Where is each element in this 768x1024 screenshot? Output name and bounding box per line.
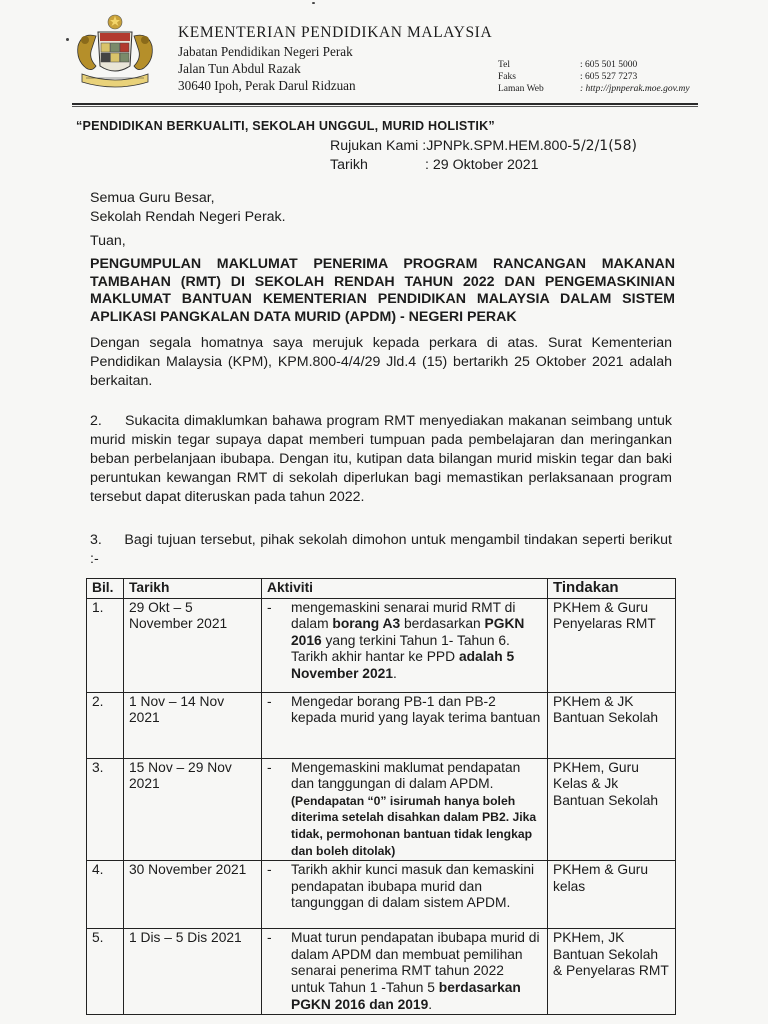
activity-bold: PGKN 2016 <box>291 616 525 648</box>
row-action: PKHem & JK Bantuan Sekolah <box>548 692 676 758</box>
row-number: 5. <box>87 929 124 1015</box>
contact-block <box>498 59 690 96</box>
activity-text: Mengedar borang PB-1 dan PB-2 kepada murid yang layak terima bantuan <box>291 693 541 726</box>
activity-text <box>291 760 541 860</box>
activity-part: berdasarkan <box>400 616 485 632</box>
contact-label: Laman Web <box>498 84 544 95</box>
table-row <box>87 929 676 1015</box>
reference-number: JPNPk.SPM.HEM.800- <box>426 138 573 154</box>
contact-label: Faks <box>498 72 516 83</box>
activity-note: (Pendapatan “0” isirumah hanya boleh diterima setelah disahkan dalam PB2. Jika tidak, permohonan bantuan tidak lengkap dan boleh ditolak) <box>291 793 537 858</box>
row-number: 4. <box>87 861 124 929</box>
contact-value: : 605 527 7273 <box>580 72 638 83</box>
contact-web <box>498 83 690 95</box>
addressee-line-2: Sekolah Rendah Negeri Perak. <box>90 209 286 225</box>
scan-speck <box>66 38 69 41</box>
action-table <box>86 578 676 1015</box>
reference-row <box>330 137 637 156</box>
table-row <box>87 758 676 861</box>
dash-marker: - <box>267 759 272 775</box>
header-aktiviti: Aktiviti <box>262 579 548 599</box>
addressee-line-1: Semua Guru Besar, <box>90 190 215 206</box>
row-activity <box>262 598 548 692</box>
activity-text <box>291 930 541 1013</box>
contact-fax <box>498 71 690 83</box>
header-divider-thin <box>72 106 698 107</box>
coat-of-arms-icon <box>68 12 162 94</box>
dash-marker: - <box>267 693 272 709</box>
table-row <box>87 598 676 692</box>
row-activity <box>262 758 548 861</box>
motto: “PENDIDIKAN BERKUALITI, SEKOLAH UNGGUL, MURID HOLISTIK” <box>76 119 495 133</box>
activity-part: yang terkini Tahun 1- Tahun 6. Tarikh akhir hantar ke PPD <box>291 632 510 665</box>
table-row <box>87 692 676 758</box>
activity-part: Muat turun pendapatan ibubapa murid di dalam APDM dan membuat pemilihan senarai penerima RMT tahun 2022 untuk Tahun 1 -Tahun 5 <box>291 930 540 995</box>
ministry-name: KEMENTERIAN PENDIDIKAN MALAYSIA <box>178 24 493 41</box>
row-date: 29 Okt – 5 November 2021 <box>124 598 262 692</box>
website-link[interactable]: : http://jpnperak.moe.gov.my <box>580 84 690 95</box>
activity-bold: adalah 5 November 2021 <box>291 649 515 681</box>
activity-bold: borang A3 <box>332 616 401 632</box>
activity-part: . <box>393 665 397 681</box>
table-row <box>87 861 676 929</box>
salutation: Tuan, <box>90 233 126 249</box>
row-number: 2. <box>87 692 124 758</box>
row-activity <box>262 861 548 929</box>
paragraph-3: 3. Bagi tujuan tersebut, pihak sekolah dimohon untuk mengambil tindakan seperti berikut :- <box>90 532 676 567</box>
contact-tel <box>498 59 690 71</box>
row-action: PKHem, JK Bantuan Sekolah & Penyelaras RMT <box>548 929 676 1015</box>
reference-label: Rujukan Kami : <box>330 138 427 154</box>
activity-text: Tarikh akhir kunci masuk dan kemaskini pendapatan ibubapa murid dan tangunggan di dalam sistem APDM. <box>291 862 535 911</box>
row-date: 1 Dis – 5 Dis 2021 <box>124 929 262 1015</box>
row-number: 3. <box>87 758 124 861</box>
date-value: : 29 Oktober 2021 <box>425 157 539 173</box>
row-action: PKHem & Guru kelas <box>548 861 676 929</box>
activity-bold: berdasarkan PGKN 2016 dan 2019 <box>291 979 521 1012</box>
row-date: 1 Nov – 14 Nov 2021 <box>124 692 262 758</box>
reference-block <box>330 137 637 175</box>
row-action: PKHem & Guru Penyelaras RMT <box>548 598 676 692</box>
activity-part: Mengemaskini maklumat pendapatan dan tanggungan di dalam APDM. <box>291 759 521 792</box>
paragraph-2: 2. Sukacita dimaklumkan bahawa program RMT menyediakan makanan seimbang untuk murid miskin tegar supaya dapat memberi tumpuan pada pembelajaran dan meringankan beban perbelanjaan ibubapa. Dengan itu, kutipan data bilangan murid miskin tegar dan baki peruntukan kewangan RMT di sekolah diperlukan bagi memastikan perlaksanaan program tersebut dapat diteruskan pada tahun 2022. <box>90 413 676 505</box>
contact-label: Tel <box>498 60 510 70</box>
addressee <box>90 189 672 227</box>
row-activity <box>262 929 548 1015</box>
date-label: Tarikh <box>330 157 368 173</box>
header-divider <box>72 103 698 105</box>
address-line-1: Jalan Tun Abdul Razak <box>178 60 301 76</box>
header-bil: Bil. <box>87 579 124 599</box>
department-address <box>178 44 356 94</box>
header-tindakan: Tindakan <box>548 579 676 599</box>
activity-part: mengemaskini senarai murid RMT di dalam <box>291 599 516 632</box>
address-line-2: 30640 Ipoh, Perak Darul Ridzuan <box>178 77 356 93</box>
letter-subject: PENGUMPULAN MAKLUMAT PENERIMA PROGRAM RANCANGAN MAKANAN TAMBAHAN (RMT) DI SEKOLAH RENDAH TAHUN 2022 DAN PENGEMASKINIAN MAKLUMAT BANTUAN KEMENTERIAN PENDIDIKAN MALAYSIA DALAM SISTEM APLIKASI PANGKALAN DATA MURID (APDM) - NEGERI PERAK <box>90 256 675 325</box>
dash-marker: - <box>267 862 272 878</box>
row-date: 15 Nov – 29 Nov 2021 <box>124 758 262 861</box>
row-activity <box>262 692 548 758</box>
activity-part: . <box>428 996 433 1012</box>
scan-speck <box>312 2 315 4</box>
header-tarikh: Tarikh <box>124 579 262 599</box>
dash-marker: - <box>267 930 272 946</box>
contact-value: : 605 501 5000 <box>580 60 638 70</box>
reference-handwritten: 5/2/1(58) <box>572 138 637 154</box>
activity-text <box>291 600 541 683</box>
paragraph-1: Dengan segala homatnya saya merujuk kepada perkara di atas. Surat Kementerian Pendidikan Malaysia (KPM), KPM.800-4/4/29 Jld.4 (15) bertarikh 25 Oktober 2021 adalah berkaitan. <box>90 335 672 389</box>
row-date: 30 November 2021 <box>124 861 262 929</box>
dash-marker: - <box>267 599 272 615</box>
table-header-row <box>87 579 676 599</box>
row-action: PKHem, Guru Kelas & Jk Bantuan Sekolah <box>548 758 676 861</box>
row-number: 1. <box>87 598 124 692</box>
date-row <box>330 156 637 175</box>
department-name: Jabatan Pendidikan Negeri Perak <box>178 44 353 59</box>
